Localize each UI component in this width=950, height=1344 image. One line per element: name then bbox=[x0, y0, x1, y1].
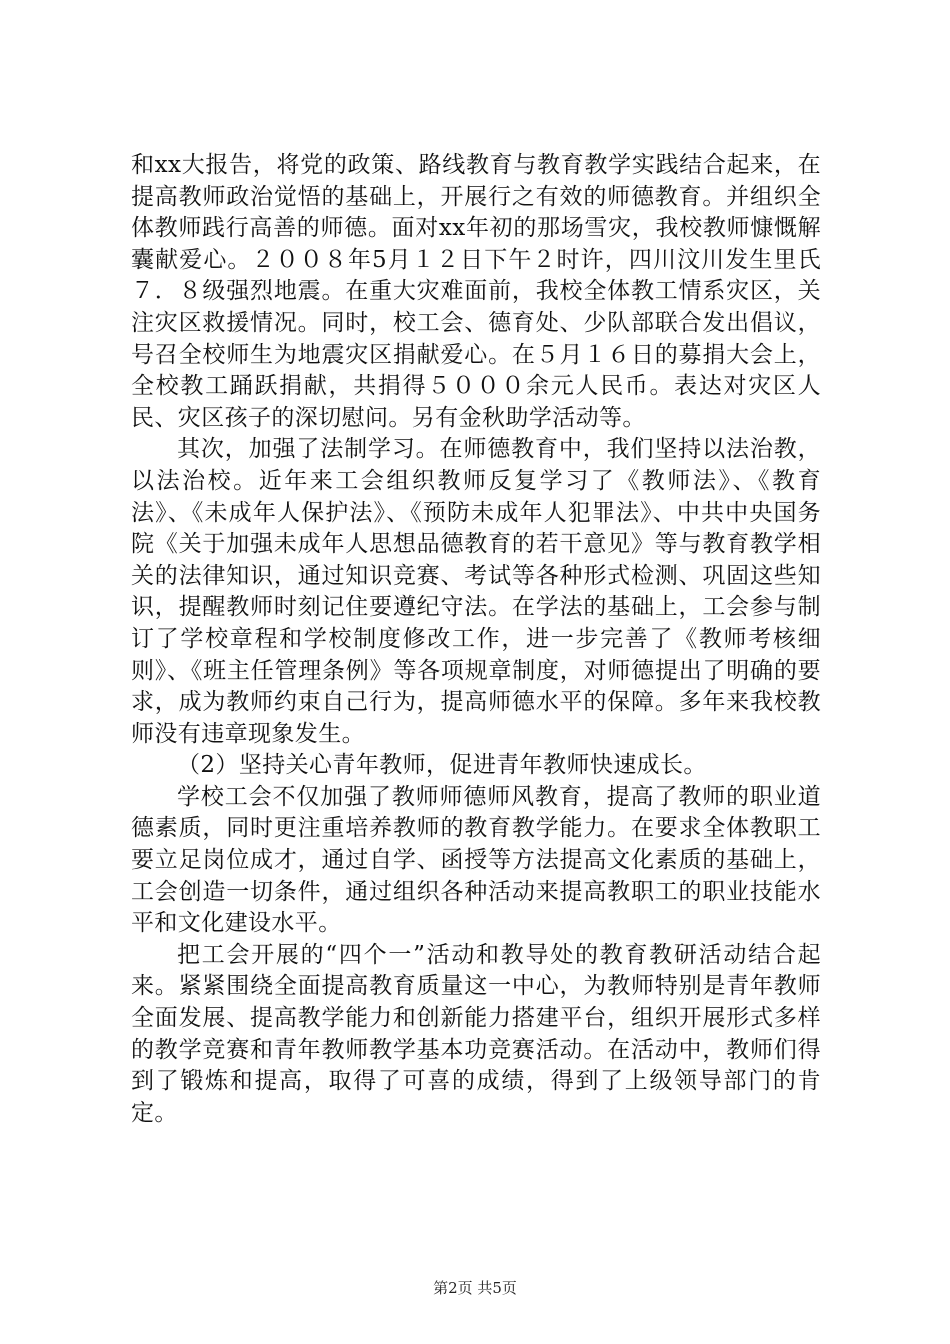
paragraph-four-ones-activity: 把工会开展的“四个一”活动和教导处的教育教研活动结合起来。紧紧围绕全面提高教育质量这一中心，为教师特别是青年教师全面发展、提高教学能力和创新能力搭建平台，组织开展形式多样的教学竞赛和青年教师教学基本功竞赛活动。在活动中，教师们得到了锻炼和提高，取得了可喜的成绩，得到了上级领导部门的肯定。 bbox=[131, 941, 821, 1126]
section-heading-young-teachers: （2）坚持关心青年教师，促进青年教师快速成长。 bbox=[177, 752, 707, 779]
document-body bbox=[131, 150, 821, 1129]
paragraph-legal-study: 其次，加强了法制学习。在师德教育中，我们坚持以法治教，以法治校。近年来工会组织教师反复学习了《教师法》、《教育法》、《未成年人保护法》、《预防未成年人犯罪法》、中共中央国务院《关于加强未成年人思想品德教育的若干意见》等与教育教学相关的法律知识，通过知识竞赛、考试等各种形式检测、巩固这些知识，提醒教师时刻记住要遵纪守法。在学法的基础上，工会参与制订了学校章程和学校制度修改工作，进一步完善了《教师考核细则》、《班主任管理条例》等各项规章制度，对师德提出了明确的要求，成为教师约束自己行为，提高师德水平的保障。多年来我校教师没有违章现象发生。 bbox=[131, 436, 821, 747]
paragraph-teacher-training: 学校工会不仅加强了教师师德师风教育，提高了教师的职业道德素质，同时更注重培养教师的教育教学能力。在要求全体教职工要立足岗位成才，通过自学、函授等方法提高文化素质的基础上，工会创造一切条件，通过组织各种活动来提高教职工的职业技能水平和文化建设水平。 bbox=[131, 783, 821, 937]
page-number-footer: 第2页 共5页 bbox=[433, 1279, 517, 1297]
paragraph-disaster-relief: 和xx大报告，将党的政策、路线教育与教育教学实践结合起来，在提高教师政治觉悟的基础上，开展行之有效的师德教育。并组织全体教师践行高善的师德。面对xx年初的那场雪灾，我校教师慷慨解囊献爱心。２００８年5月１２日下午２时许，四川汶川发生里氏７．８级强烈地震。在重大灾难面前，我校全体教工情系灾区，关注灾区救援情况。同时，校工会、德育处、少队部联合发出倡议，号召全校师生为地震灾区捐献爱心。在５月１６日的募捐大会上，全校教工踊跃捐献，共捐得５０００余元人民币。表达对灾区人民、灾区孩子的深切慰问。另有金秋助学活动等。 bbox=[131, 152, 821, 431]
